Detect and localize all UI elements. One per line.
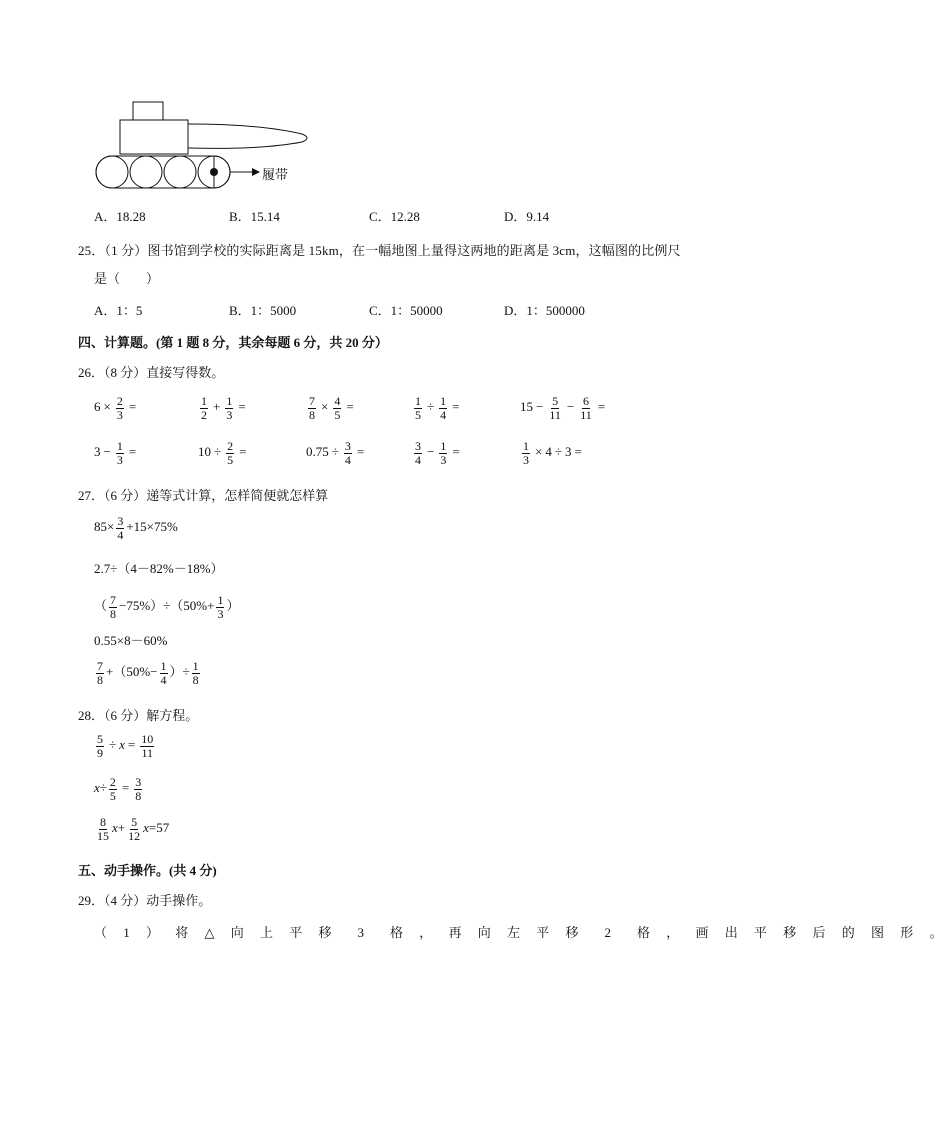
- q26-r1-item5: 15 − $\frac{5}{11}$ − $\frac{6}{11}$ =: [520, 394, 606, 422]
- q27-expr1: 85× $\frac{3}{4}$ +15×75%: [94, 514, 178, 542]
- track-label: 履带: [262, 167, 289, 182]
- q25-text-line2: 是（ ）: [94, 271, 160, 286]
- q26-title: 26．（8 分）直接写得数。: [78, 365, 225, 380]
- q26-r1-item2: $\frac{1}{2}$ + $\frac{1}{3}$ =: [201, 394, 246, 422]
- q26-r2-item5: $\frac{1}{3}$ × 4 ÷ 3 =: [523, 439, 582, 467]
- q25-text-line1: 25．（1 分）图书馆到学校的实际距离是 15km，在一幅地图上量得这两地的距离是 3cm，这幅图的比例尺: [78, 243, 681, 258]
- q24-option-d[interactable]: D．9.14: [504, 209, 550, 224]
- q28-eq1: $\frac{5}{9}$ ÷ x = $\frac{10}{11}$: [97, 732, 154, 760]
- tank-track: [96, 156, 230, 188]
- q24-option-b[interactable]: B．15.14: [229, 209, 280, 224]
- q24-option-c[interactable]: C．12.28: [369, 209, 420, 224]
- tank-body: [120, 120, 188, 154]
- section5-title: 五、动手操作。(共 4 分): [78, 863, 217, 878]
- q25-option-b[interactable]: B．1：5000: [229, 303, 297, 318]
- q26-r1-item1: 6 × $\frac{2}{3}$ =: [94, 394, 137, 422]
- q25-option-d[interactable]: D．1：500000: [504, 303, 585, 318]
- tank-wheel: [96, 156, 128, 188]
- q28-title: 28．（6 分）解方程。: [78, 708, 199, 723]
- q27-expr4: 0.55×8－60%: [94, 633, 168, 648]
- q26-r2-item1: 3 − $\frac{1}{3}$ =: [94, 439, 137, 467]
- q28-eq2: x÷ $\frac{2}{5}$ = $\frac{3}{8}$: [94, 775, 142, 803]
- q26-r2-item4: $\frac{3}{4}$ − $\frac{1}{3}$ =: [415, 439, 460, 467]
- q26-r2-item3: 0.75 ÷ $\frac{3}{4}$ =: [306, 439, 365, 467]
- q26-r1-item3: $\frac{7}{8}$ × $\frac{4}{5}$ =: [309, 394, 354, 422]
- q27-expr5: $\frac{7}{8}$ +（50%− $\frac{1}{4}$ ）÷ $\frac{1}{8}$: [97, 659, 199, 687]
- section4-title: 四、计算题。(第 1 题 8 分，其余每题 6 分，共 20 分）: [78, 335, 388, 350]
- q26-r2-item2: 10 ÷ $\frac{2}{5}$ =: [198, 439, 247, 467]
- q29-sub1: （ 1 ） 将 △ 向 上 平 移 3 格 ， 再 向 左 平 移 2 格 ， 画 出 平 移 后 的 图 形 。: [94, 925, 949, 940]
- q27-title: 27．（6 分）递等式计算，怎样简便就怎样算: [78, 488, 329, 503]
- wheel-center-dot: [210, 168, 218, 176]
- q27-expr2: 2.7÷（4－82%－18%）: [94, 561, 224, 576]
- tank-barrel: [188, 124, 307, 148]
- q27-expr3: （ $\frac{7}{8}$ −75%）÷（50%+ $\frac{1}{3}$ ）: [94, 593, 240, 621]
- tank-turret-top: [133, 102, 163, 120]
- tank-wheel: [130, 156, 162, 188]
- arrow-head-icon: [252, 168, 260, 176]
- tank-wheel: [164, 156, 196, 188]
- tank-figure: [90, 98, 320, 198]
- q28-eq3: $\frac{8}{15}$ x+ $\frac{5}{12}$ x=57: [97, 815, 170, 843]
- q24-option-a[interactable]: A．18.28: [94, 209, 146, 224]
- q25-option-a[interactable]: A．1：5: [94, 303, 143, 318]
- q29-title: 29．（4 分）动手操作。: [78, 893, 212, 908]
- q26-r1-item4: $\frac{1}{5}$ ÷ $\frac{1}{4}$ =: [415, 394, 460, 422]
- q25-option-c[interactable]: C．1：50000: [369, 303, 443, 318]
